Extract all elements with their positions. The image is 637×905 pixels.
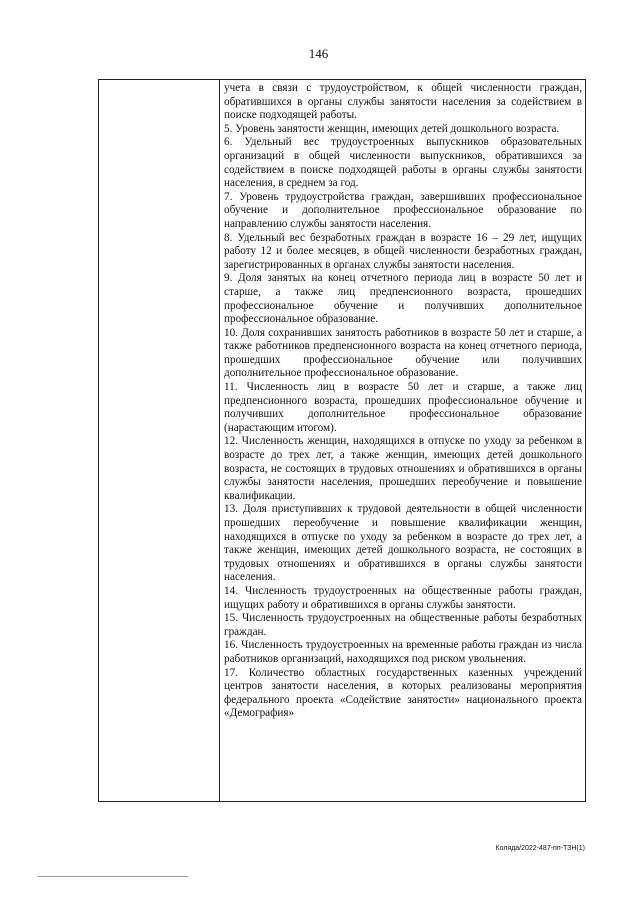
paragraph: 6. Удельный вес трудоустроенных выпускников образовательных организаций в общей численности выпускников, обратившихся за содействием в поиске подходящей работы в органы службы занятости населения, в среднем за год. [224,136,582,190]
paragraph: 8. Удельный вес безработных граждан в возрасте 16 – 29 лет, ищущих работу 12 и более месяцев, в общей численности безработных граждан, зарегистрированных в органах службы занятости населения. [224,231,582,271]
paragraph: 12. Численность женщин, находящихся в отпуске по уходу за ребенком в возрасте до трех лет, а также женщин, имеющих детей дошкольного возраста, не состоящих в трудовых отношениях и обратившихся в органы службы занятости населения, прошедших переобучение и повышение квалификации. [224,435,582,502]
table-column-divider [219,80,220,801]
document-code: Коляда/2022-487-пп-ТЗН(1) [495,845,585,852]
paragraph: 9. Доля занятых на конец отчетного периода лиц в возрасте 50 лет и старше, а также лиц предпенсионного возраста, прошедших профессиональное обучение и получивших дополнительное профессиональное образование. [224,272,582,326]
paragraph: 14. Численность трудоустроенных на общественные работы граждан, ищущих работу и обратившихся в органы службы занятости. [224,584,582,611]
footer-divider [38,876,188,877]
paragraph: 5. Уровень занятости женщин, имеющих детей дошкольного возраста. [224,122,560,135]
paragraph: 11. Численность лиц в возрасте 50 лет и старше, а также лиц предпенсионного возраста, прошедших профессиональное обучение и получивших дополнительное профессиональное образование (нарастающим итогом). [224,381,582,434]
paragraph: 7. Уровень трудоустройства граждан, завершивших профессиональное обучение и дополнительное профессиональное образование по направлению службы занятости населения. [224,190,582,230]
paragraph: учета в связи с трудоустройством, к общей численности граждан, обратившихся в органы службы занятости населения за содействием в поиске подходящей работы. [224,82,582,122]
indicator-list-cell [224,82,582,721]
paragraph: 10. Доля сохранивших занятость работников в возрасте 50 лет и старше, а также работников предпенсионного возраста на конец отчетного периода, прошедших профессиональное обучение или получивших дополнительное профессиональное образование. [224,326,582,380]
page-number: 146 [308,46,329,61]
paragraph: 13. Доля приступивших к трудовой деятельности в общей численности прошедших переобучение и повышение квалификации женщин, находящихся в отпуске по уходу за ребенком в возрасте до трех лет, а также женщин, имеющих детей дошкольного возраста, не состоящих в трудовых отношениях и обратившихся в органы службы занятости населения. [224,503,582,584]
paragraph: 15. Численность трудоустроенных на общественные работы безработных граждан. [224,612,582,638]
indicator-table [98,79,586,802]
paragraph: 17. Количество областных государственных казенных учреждений центров занятости населения, в которых реализованы мероприятия федерального проекта «Содействие занятости» национального проекта «Демография» [224,666,582,720]
paragraph: 16. Численность трудоустроенных на временные работы граждан из числа работников организаций, находящихся под риском увольнения. [224,639,582,665]
